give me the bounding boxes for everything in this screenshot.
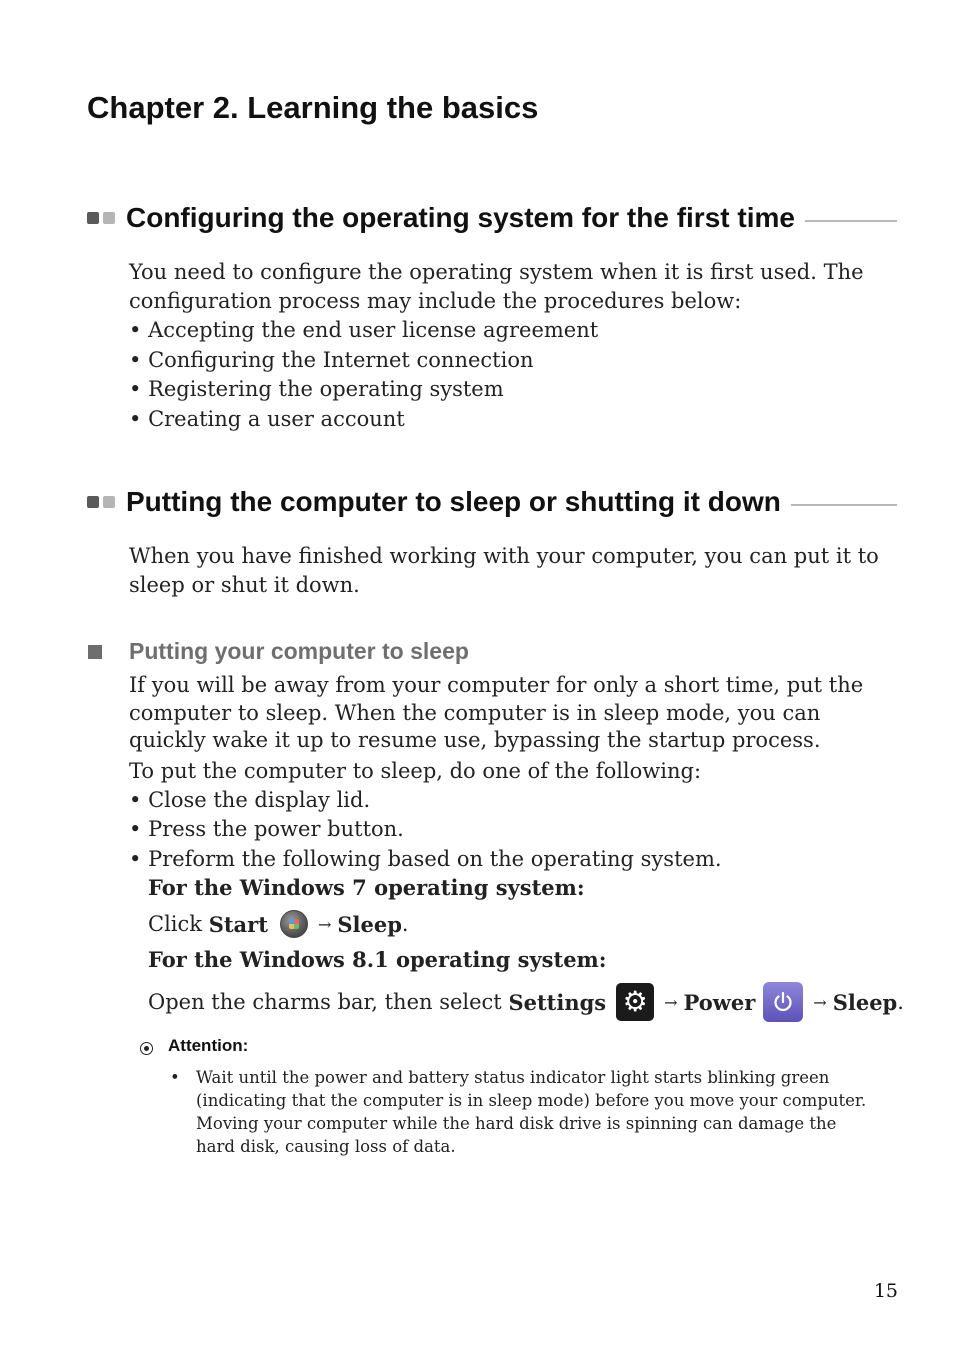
subsection-marker-icon bbox=[88, 645, 102, 659]
win81-text: Open the charms bar, then select bbox=[148, 990, 502, 1014]
settings-gear-icon: ⚙ bbox=[616, 983, 654, 1021]
arrow-icon: → bbox=[317, 914, 332, 934]
win81-instruction bbox=[148, 982, 904, 1022]
list-item: • Registering the operating system bbox=[129, 375, 897, 405]
sleep-para2: To put the computer to sleep, do one of the following: bbox=[129, 758, 702, 783]
section-rule bbox=[805, 220, 897, 222]
section-rule bbox=[791, 504, 897, 506]
sleep-para1: If you will be away from your computer for only a short time, put the computer to sleep. When the computer is in sleep mode, you can quickly wake it up to resume use, bypassing the startup process. bbox=[129, 673, 864, 752]
win7-click-text: Click bbox=[148, 912, 202, 936]
period-text: . bbox=[897, 990, 904, 1014]
subsection-body bbox=[129, 672, 897, 874]
attention-icon bbox=[140, 1042, 153, 1055]
win81-power-label: Power bbox=[683, 989, 756, 1015]
subsection-heading bbox=[88, 638, 469, 665]
section1-list bbox=[129, 316, 897, 434]
attention-heading bbox=[140, 1036, 248, 1056]
attention-note bbox=[170, 1066, 870, 1158]
section-marker-icon bbox=[87, 212, 115, 224]
sleep-list bbox=[129, 786, 897, 875]
win7-instruction bbox=[148, 910, 409, 938]
win7-sleep-label: Sleep bbox=[337, 911, 402, 937]
chapter-title: Chapter 2. Learning the basics bbox=[87, 90, 539, 125]
list-item: • Press the power button. bbox=[129, 815, 897, 845]
power-icon bbox=[763, 982, 803, 1022]
section1-intro: You need to configure the operating system when it is first used. The configuration process may include the procedures below: bbox=[129, 260, 864, 313]
win81-heading: For the Windows 8.1 operating system: bbox=[148, 947, 607, 972]
arrow-icon: → bbox=[664, 992, 678, 1012]
section-heading-configuring bbox=[87, 198, 897, 238]
attention-title: Attention: bbox=[168, 1036, 249, 1055]
windows-start-icon bbox=[280, 910, 308, 938]
win81-sleep-label: Sleep bbox=[832, 989, 898, 1015]
section-marker-icon bbox=[87, 496, 115, 508]
win7-start-label: Start bbox=[208, 911, 268, 937]
list-item: • Preform the following based on the operating system. bbox=[129, 845, 897, 875]
list-item: • Accepting the end user license agreement bbox=[129, 316, 897, 346]
attention-text: Wait until the power and battery status indicator light starts blinking green (indicating that the computer is in sleep mode) before you move your computer. Moving your computer while the hard disk drive is spinning can damage the hard disk, causing loss of data. bbox=[196, 1068, 867, 1156]
subsection-title: Putting your computer to sleep bbox=[129, 638, 469, 664]
section-heading-sleep bbox=[87, 482, 897, 522]
win7-heading: For the Windows 7 operating system: bbox=[148, 875, 585, 900]
page-number: 15 bbox=[873, 1280, 898, 1302]
section-title: Configuring the operating system for the first time bbox=[126, 202, 795, 233]
bullet-icon: • bbox=[170, 1068, 180, 1087]
section2-intro: When you have finished working with your computer, you can put it to sleep or shut it down. bbox=[129, 544, 879, 597]
list-item: • Close the display lid. bbox=[129, 786, 897, 816]
section-title: Putting the computer to sleep or shutting it down bbox=[126, 486, 781, 517]
win81-settings-label: Settings bbox=[508, 989, 607, 1015]
arrow-icon: → bbox=[813, 992, 827, 1012]
period-text: . bbox=[401, 912, 409, 936]
list-item: • Configuring the Internet connection bbox=[129, 346, 897, 376]
list-item: • Creating a user account bbox=[129, 405, 897, 435]
section1-body bbox=[129, 258, 897, 434]
